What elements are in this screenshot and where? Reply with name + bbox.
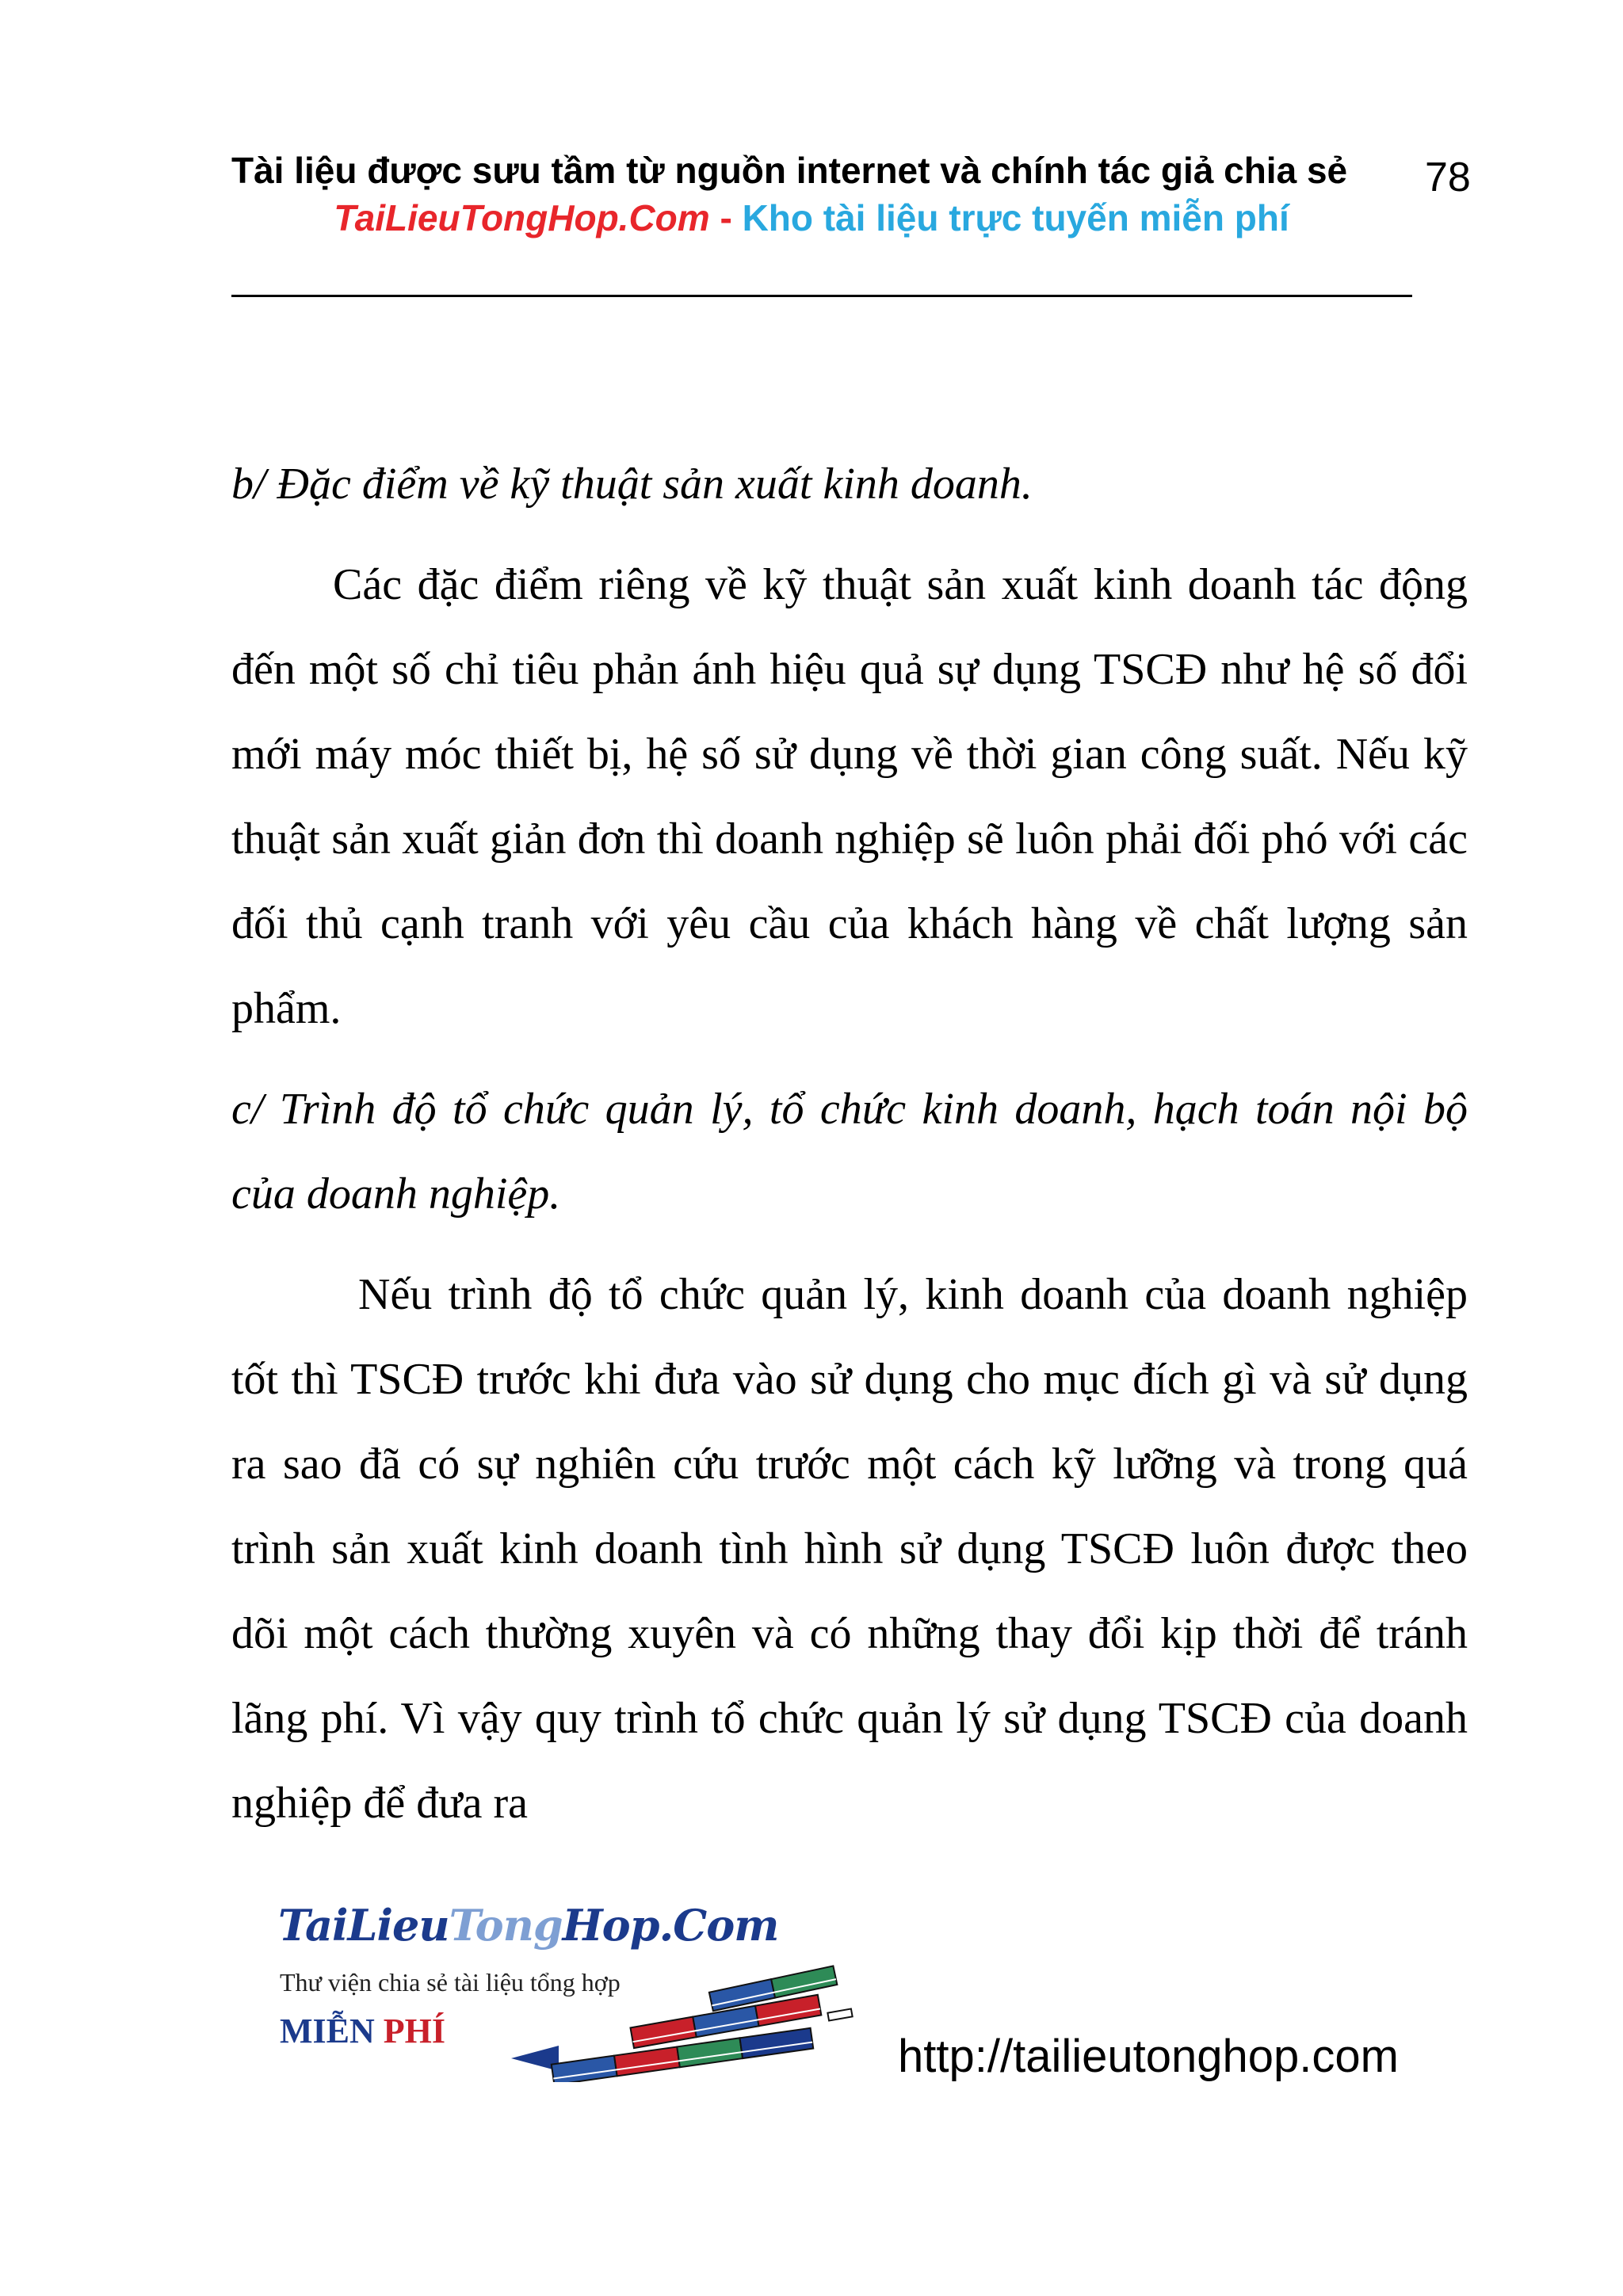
page-number: 78 — [1425, 154, 1471, 200]
header-separator: - — [709, 197, 743, 238]
logo-title-part3: Hop.Com — [562, 1900, 779, 1951]
logo-free-label — [280, 2011, 445, 2051]
logo-subtitle: Thư viện chia sẻ tài liệu tổng hợp — [280, 1968, 621, 1997]
section-heading-b: b/ Đặc điểm về kỹ thuật sản xuất kinh doanh. — [231, 460, 1033, 509]
stacked-books-icon — [511, 1963, 860, 2082]
header-site-line — [0, 196, 1623, 239]
paragraph-b: Các đặc điểm riêng về kỹ thuật sản xuất kinh doanh tác động đến một số chỉ tiêu phản ánh hiệu quả sự dụng TSCĐ như hệ số đổi mới máy móc thiết bị, hệ số sử dụng về thời gian công suất. Nếu kỹ thuật sản xuất giản đơn thì doanh nghiệp sẽ luôn phải đối phó với các đối thủ cạnh tranh với yêu cầu của khách hàng về chất lượng sản phẩm. — [231, 560, 1468, 1033]
header-site-link[interactable]: TaiLieuTongHop.Com — [334, 197, 710, 238]
document-body — [231, 442, 1468, 1862]
paragraph-c: Nếu trình độ tổ chức quản lý, kinh doanh của doanh nghiệp tốt thì TSCĐ trước khi đưa vào sử dụng cho mục đích gì và sử dụng ra sao đã có sự nghiên cứu trước một cách kỹ lưỡng và trong quá trình sản xuất kinh doanh tình hình sử dụng TSCĐ luôn được theo dõi một cách thường xuyên và có những thay đổi kịp thời để tránh lãng phí. Vì vậy quy trình tổ chức quản lý sử dụng TSCĐ của doanh nghiệp để đưa ra — [231, 1270, 1468, 1828]
header-source-note: Tài liệu được sưu tầm từ nguồn internet và chính tác giả chia sẻ — [231, 150, 1348, 191]
logo-title-part2: Tong — [449, 1900, 563, 1951]
site-logo[interactable] — [273, 1900, 892, 2082]
logo-title — [278, 1900, 778, 1951]
logo-title-part1: TaiLieu — [278, 1900, 449, 1951]
footer-url-link[interactable]: http://tailieutonghop.com — [898, 2031, 1399, 2082]
header-divider — [231, 295, 1412, 297]
section-heading-c: c/ Trình độ tổ chức quản lý, tổ chức kinh doanh, hạch toán nội bộ của doanh nghiệp. — [231, 1085, 1468, 1219]
logo-free-part1: MIỄN — [280, 2012, 384, 2050]
header-tagline: Kho tài liệu trực tuyến miễn phí — [742, 197, 1289, 238]
logo-free-part2: PHÍ — [383, 2012, 446, 2050]
